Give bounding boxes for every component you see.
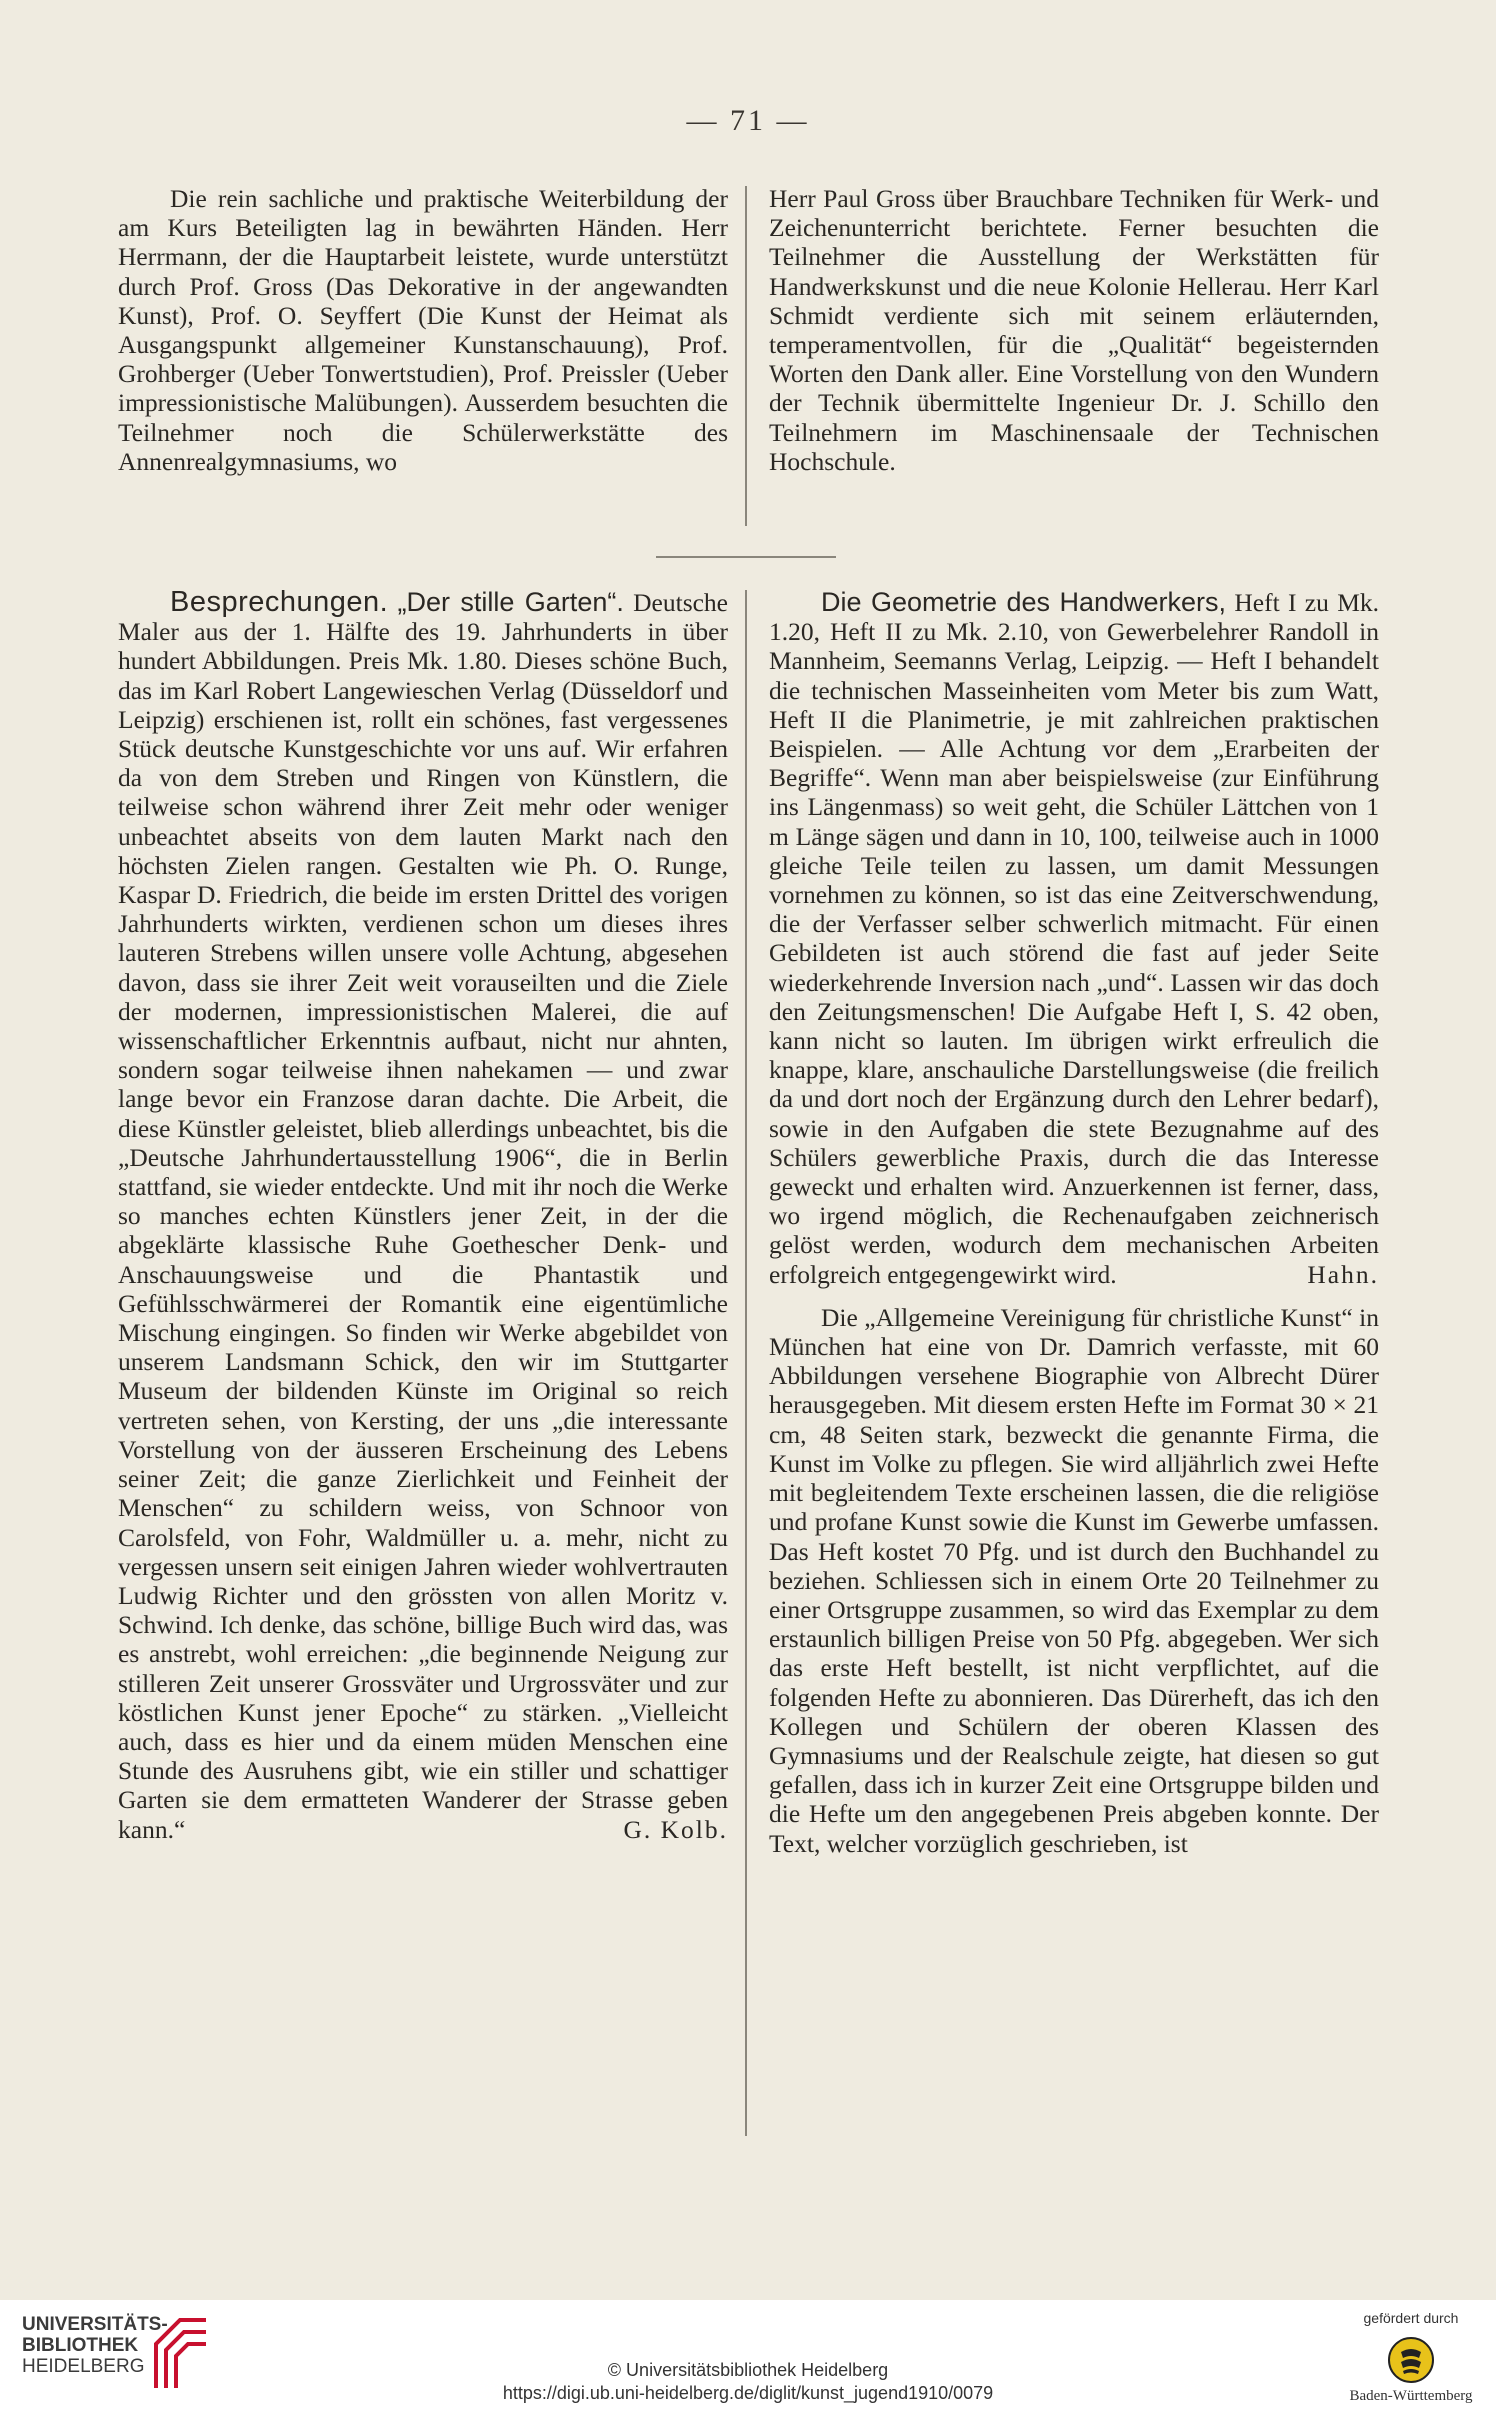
review-body: Deutsche Maler aus der 1. Hälfte des 19. Jahrhunderts in über hundert Abbildungen. Preis Mk. 1.80. Dieses schöne Buch, das im Karl Robert Langewieschen Verlag (Düsseldorf und Leipzig) erschienen ist, rollt ein schönes, fast vergessenes Stück deutsche Kunstgeschichte vor uns auf. Wir erfahren da von dem Streben und Ringen von Künstlern, die teilweise schon während ihrer Zeit mehr oder weniger unbeachtet abseits von dem lauten Markt nach den höchsten Zielen rangen. Gestalten wie Ph. O. Runge, Kaspar D. Friedrich, die beide im ersten Drittel des vorigen Jahrhunderts wirkten, verdienen schon um dieses ihres lauteren Strebens willen unsere volle Achtung, abgesehen davon, dass sie ihrer Zeit weit vorauseilten und die Ziele der modernen, impressionistischen Malerei, die auf wissenschaftlicher Erkenntnis aufbaut, nicht nur ahnten, sondern sogar teilweise ihnen nahekamen — und zwar lange bevor ein Franzose daran dachte. Die Arbeit, die diese Künstler geleistet, blieb allerdings unbeachtet, bis die „Deutsche Jahrhundertausstellung 1906“, die in Berlin stattfand, sie wieder entdeckte. Und mit ihr noch die Werke so manches echten Künstlers jener Zeit, in der die abgeklärte klassische Ruhe Goethescher Denk- und Anschauungsweise und die Phantastik und Gefühlsschwärmerei der Romantik eine eigentümliche Mischung eingingen. So finden wir Werke abgebildet von unserem Landsmann Schick, den wir im Stuttgarter Museum der bildenden Künste im Original so reich vertreten sehen, von Kersting, der uns „die interessante Vorstellung von der äusseren Erscheinung des Lebens seiner Zeit; die ganze Zierlichkeit und Feinheit der Menschen“ zu schildern weiss, von Schnoor von Carolsfeld, von Fohr, Waldmüller u. a. mehr, nicht zu vergessen unsern seit einigen Jahren wieder wohlvertrauten Ludwig Richter und den grössten von allen Moritz v. Schwind. Ich denke, das schöne, billige Buch wird das, was es anstrebt, wohl erreichen: „die beginnende Neigung zur stilleren Zeit unserer Grossväter und Urgrossväter und zur köstlichen Kunst jener Epoche“ zu stärken. „Vielleicht auch, dass es hier und da einem müden Menschen eine Stunde des Ausruhens gibt, wie ein stiller und schattiger Garten sie dem ermatteten Wanderer der Strasse geben kann.“ xyxy=(118,588,729,1844)
review-paragraph xyxy=(118,588,728,1844)
funded-by-label: gefördert durch xyxy=(1363,2310,1459,2326)
review-title: „Der stille Garten“. xyxy=(397,587,624,617)
funder-name: Baden-Württemberg xyxy=(1349,2388,1473,2404)
funder-logo xyxy=(1346,2310,1476,2405)
review-title: Die Geometrie des Handwerkers, xyxy=(821,587,1227,617)
library-mark-icon xyxy=(150,2314,212,2394)
left-column xyxy=(118,588,728,1844)
review-signature: G. Kolb. xyxy=(623,1814,728,1844)
review-paragraph xyxy=(769,588,1379,1289)
section-divider xyxy=(656,556,836,558)
section-heading: Besprechungen. xyxy=(170,586,389,618)
column-divider-top xyxy=(745,186,747,526)
footer-bar xyxy=(0,2300,1496,2410)
column-divider xyxy=(745,590,747,2136)
paragraph: Herr Paul Gross über Brauchbare Techniken für Werk- und Zeichenunterricht berichtete. Ferner besuchten die Teilnehmer die Ausstellung der Werkstätten für Handwerkskunst und die neue Kolonie Hellerau. Herr Karl Schmidt verdiente sich mit seinem erläuternden, temperamentvollen, für die „Qualität“ begeisternden Worten den Dank aller. Eine Vorstellung von den Wundern der Technik übermittelte Ingenieur Dr. J. Schillo den Teilnehmern im Maschinensaale der Technischen Hochschule. xyxy=(769,184,1379,476)
copyright-text: © Universitätsbibliothek Heidelberg xyxy=(607,2360,889,2380)
review-paragraph: Die „Allgemeine Vereinigung für christliche Kunst“ in München hat eine von Dr. Damrich verfasste, mit 60 Abbildungen versehene Biographie von Albrecht Dürer herausgegeben. Mit diesem ersten Hefte im Format 30 × 21 cm, 48 Seiten stark, bezweckt die genannte Firma, die Kunst im Volke zu pflegen. Sie wird alljährlich zwei Hefte mit begleitendem Texte erscheinen lassen, die die religiöse und profane Kunst sowie die Kunst im Gewerbe umfassen. Das Heft kostet 70 Pfg. und ist durch den Buchhandel zu beziehen. Schliessen sich in einem Orte 20 Teilnehmer zu einer Ortsgruppe zusammen, so wird das Exemplar zu dem erstaunlich billigen Preise von 50 Pfg. abgegeben. Wer sich das erste Heft bestellt, ist nicht verpflichtet, auf die folgenden Hefte zu abonnieren. Das Dürerheft, das ich den Kollegen und Schülern der oberen Klassen des Gymnasiums und der Realschule zeigte, hat diesen so gut gefallen, dass ich in kurzer Zeit eine Ortsgruppe bilden und die Hefte um den angegebenen Preis abgeben konnte. Der Text, welcher vorzüglich geschrieben, ist xyxy=(769,1302,1379,1858)
library-name: UNIVERSITÄTS- BIBLIOTHEK HEIDELBERG xyxy=(22,2314,168,2377)
top-right-column xyxy=(769,184,1379,476)
top-left-column xyxy=(118,184,728,476)
review-signature: Hahn. xyxy=(1307,1259,1379,1289)
page-number: — 71 — xyxy=(686,104,810,137)
source-url[interactable]: https://digi.ub.uni-heidelberg.de/diglit/kunst_jugend1910/0079 xyxy=(502,2383,994,2403)
right-column xyxy=(769,588,1379,1858)
paragraph: Die rein sachliche und praktische Weiterbildung der am Kurs Beteiligten lag in bewährten Händen. Herr Herrmann, der die Hauptarbeit leistete, wurde unterstützt durch Prof. Gross (Das Dekorative in der angewandten Kunst), Prof. O. Seyffert (Die Kunst der Heimat als Ausgangspunkt allgemeiner Kunstanschauung), Prof. Grohberger (Ueber Tonwertstudien), Prof. Preissler (Ueber impressionistische Malübungen). Ausserdem besuchten die Teilnehmer noch die Schülerwerkstätte des Annenrealgymnasiums, wo xyxy=(118,184,728,476)
review-body: Heft I zu Mk. 1.20, Heft II zu Mk. 2.10, von Gewerbelehrer Randoll in Mannheim, Seemanns Verlag, Leipzig. — Heft I behandelt die technischen Masseinheiten vom Meter bis zum Watt, Heft II die Planimetrie, je mit zahlreichen praktischen Beispielen. — Alle Achtung vor dem „Erarbeiten der Begriffe“. Wenn man aber beispielsweise (zur Einführung ins Längenmass) so weit geht, die Schüler Lättchen von 1 m Länge sägen und dann in 10, 100, teilweise auch in 1000 gleiche Teile teilen zu lassen, um damit Messungen vornehmen zu können, so ist das eine Zeitverschwendung, die der Verfasser selber schwerlich mitmacht. Für einen Gebildeten ist auch störend die fast auf jeder Seite wiederkehrende Inversion nach „und“. Lassen wir das doch den Zeitungsmenschen! Die Aufgabe Heft I, S. 42 oben, kann nicht so lauten. Im übrigen wirkt erfreulich die knappe, klare, anschauliche Darstellungsweise (die freilich da und dort noch der Ergänzung durch den Lehrer bedarf), sowie in den Aufgaben die stete Bezugnahme auf des Schülers gewerbliche Praxis, durch die das Interesse geweckt und erhalten wird. Anzuerkennen ist ferner, dass, wo irgend möglich, die Rechenaufgaben zeichnerisch gelöst werden, wodurch dem mechanischen Arbeiten erfolgreich entgegengewirkt wird. xyxy=(769,588,1379,1289)
library-logo[interactable] xyxy=(22,2314,212,2394)
state-seal-icon xyxy=(1387,2336,1435,2384)
